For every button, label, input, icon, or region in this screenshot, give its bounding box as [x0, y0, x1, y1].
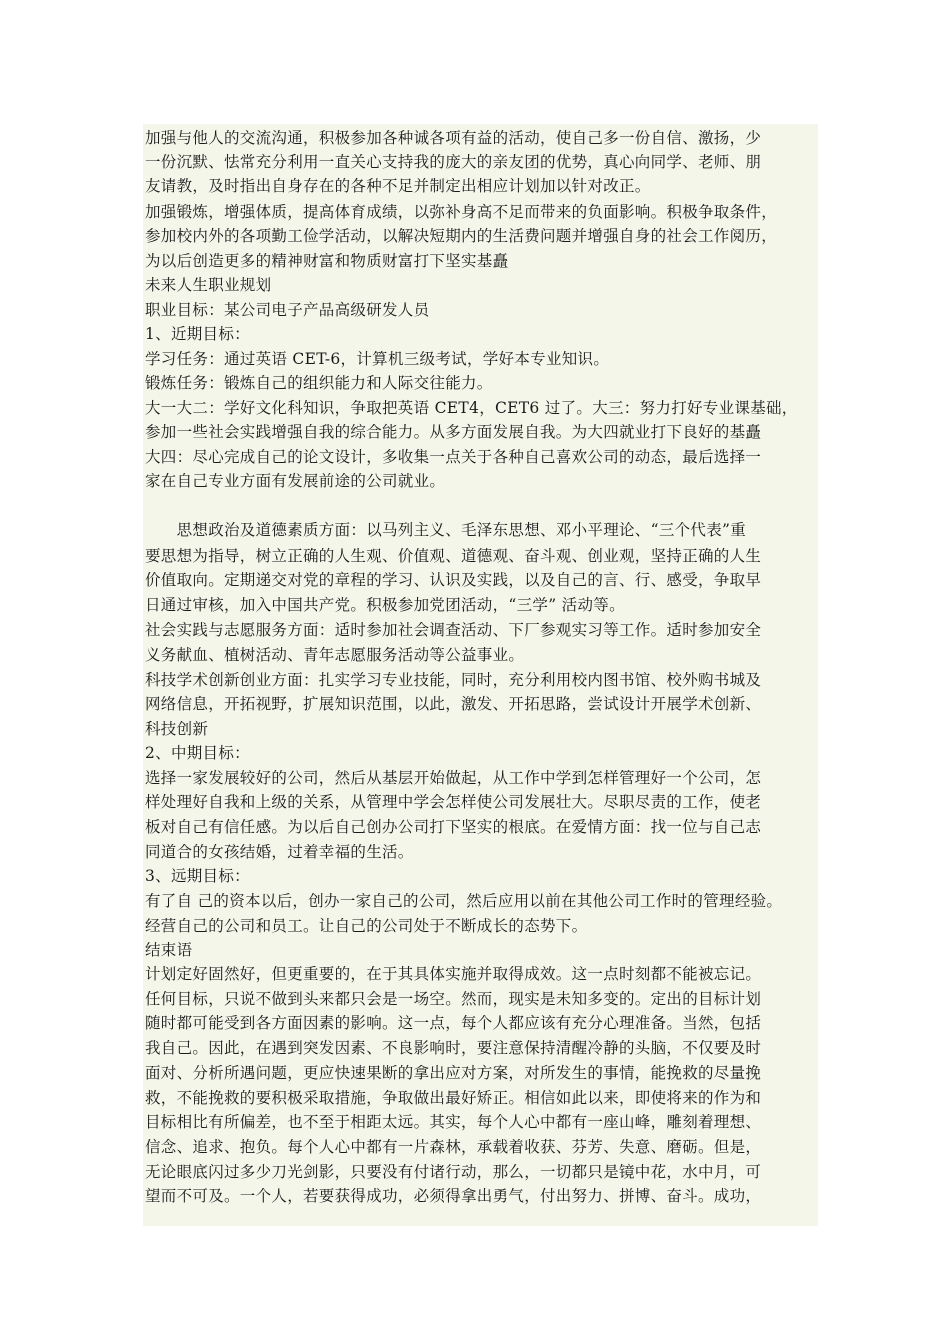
- text-line: 经营自己的公司和员工。让自己的公司处于不断成长的态势下。: [145, 917, 588, 935]
- text-line: 有了自 己的资本以后，创办一家自己的公司，然后应用以前在其他公司工作时的管理经验。: [145, 892, 783, 910]
- text-line: 友请教，及时指出自身存在的各种不足并制定出相应计划加以针对改正。: [145, 177, 651, 195]
- text-line: 价值取向。定期递交对党的章程的学习、认识及实践，以及自己的言、行、感受，争取早: [145, 571, 762, 589]
- text-line: 信念、追求、抱负。每个人心中都有一片森林，承载着收获、芬芳、失意、磨砺。但是，: [145, 1138, 762, 1156]
- text-line: 2、中期目标：: [145, 744, 250, 762]
- text-line: 同道合的女孩结婚，过着幸福的生活。: [145, 843, 414, 861]
- text-line: 科技创新: [145, 720, 209, 738]
- text-line: 学习任务：通过英语 CET-6，计算机三级考试，学好本专业知识。: [145, 350, 610, 368]
- text-line: 为以后创造更多的精神财富和物质财富打下坚实基矗: [145, 252, 509, 270]
- text-line: 随时都可能受到各方面因素的影响。这一点，每个人都应该有充分心理准备。当然，包括: [145, 1014, 762, 1032]
- text-line: 面对、分析所遇问题，更应快速果断的拿出应对方案，对所发生的事情，能挽救的尽量挽: [145, 1064, 762, 1082]
- text-line: 参加校内外的各项勤工俭学活动，以解决短期内的生活费问题并增强自身的社会工作阅历，: [145, 227, 778, 245]
- text-line: 计划定好固然好，但更重要的，在于其具体实施并取得成效。这一点时刻都不能被忘记。: [145, 965, 762, 983]
- text-line: 未来人生职业规划: [145, 276, 272, 294]
- text-line: 结束语: [145, 941, 193, 959]
- text-line: 科技学术创新创业方面：扎实学习专业技能，同时，充分利用校内图书馆、校外购书城及: [145, 671, 762, 689]
- text-line: 职业目标：某公司电子产品高级研发人员: [145, 301, 430, 319]
- text-line: 思想政治及道德素质方面：以马列主义、毛泽东思想、邓小平理论、“三个代表”重: [145, 521, 747, 539]
- text-line: 目标相比有所偏差，也不至于相距太远。其实，每个人心中都有一座山峰，雕刻着理想、: [145, 1113, 762, 1131]
- text-line: 3、远期目标：: [145, 867, 250, 885]
- text-line: 家在自己专业方面有发展前途的公司就业。: [145, 472, 446, 490]
- text-line: 锻炼任务：锻炼自己的组织能力和人际交往能力。: [145, 374, 493, 392]
- text-line: 选择一家发展较好的公司，然后从基层开始做起，从工作中学到怎样管理好一个公司，怎: [145, 769, 762, 787]
- text-line: 样处理好自我和上级的关系，从管理中学会怎样使公司发展壮大。尽职尽责的工作，使老: [145, 793, 762, 811]
- text-line: 社会实践与志愿服务方面：适时参加社会调查活动、下厂参观实习等工作。适时参加安全: [145, 621, 762, 639]
- text-line: 加强与他人的交流沟通，积极参加各种诚各项有益的活动，使自己多一份自信、激扬，少: [145, 129, 762, 147]
- text-line: 网络信息，开拓视野，扩展知识范围，以此，激发、开拓思路，尝试设计开展学术创新、: [145, 695, 762, 713]
- text-line: 一份沉默、怯常充分利用一直关心支持我的庞大的亲友团的优势，真心向同学、老师、朋: [145, 153, 762, 171]
- text-line: 义务献血、植树活动、青年志愿服务活动等公益事业。: [145, 646, 525, 664]
- text-line: 无论眼底闪过多少刀光剑影，只要没有付诸行动，那么，一切都只是镜中花，水中月，可: [145, 1163, 762, 1181]
- text-line: 望而不可及。一个人，若要获得成功，必须得拿出勇气，付出努力、拼博、奋斗。成功，: [145, 1187, 762, 1205]
- text-line: 要思想为指导，树立正确的人生观、价值观、道德观、奋斗观、创业观，坚持正确的人生: [145, 547, 762, 565]
- text-line: 任何目标，只说不做到头来都只会是一场空。然而，现实是未知多变的。定出的目标计划: [145, 990, 762, 1008]
- text-line: 大一大二：学好文化科知识，争取把英语 CET4，CET6 过了。大三：努力打好专业课基础，: [145, 399, 798, 417]
- text-line: 加强锻炼，增强体质，提高体育成绩，以弥补身高不足而带来的负面影响。积极争取条件，: [145, 203, 778, 221]
- text-line: 我自己。因此，在遇到突发因素、不良影响时，要注意保持清醒冷静的头脑，不仅要及时: [145, 1039, 762, 1057]
- text-line: 板对自己有信任感。为以后自己创办公司打下坚实的根底。在爱情方面：找一位与自己志: [145, 818, 762, 836]
- text-line: 大四：尽心完成自己的论文设计，多收集一点关于各种自己喜欢公司的动态，最后选择一: [145, 448, 762, 466]
- text-line: 日通过审核，加入中国共产党。积极参加党团活动，“三学” 活动等。: [145, 596, 625, 614]
- text-line: 1、近期目标：: [145, 325, 250, 343]
- text-line: 参加一些社会实践增强自我的综合能力。从多方面发展自我。为大四就业打下良好的基矗: [145, 423, 762, 441]
- text-line: 救，不能挽救的要积极采取措施，争取做出最好矫正。相信如此以来，即使将来的作为和: [145, 1089, 762, 1107]
